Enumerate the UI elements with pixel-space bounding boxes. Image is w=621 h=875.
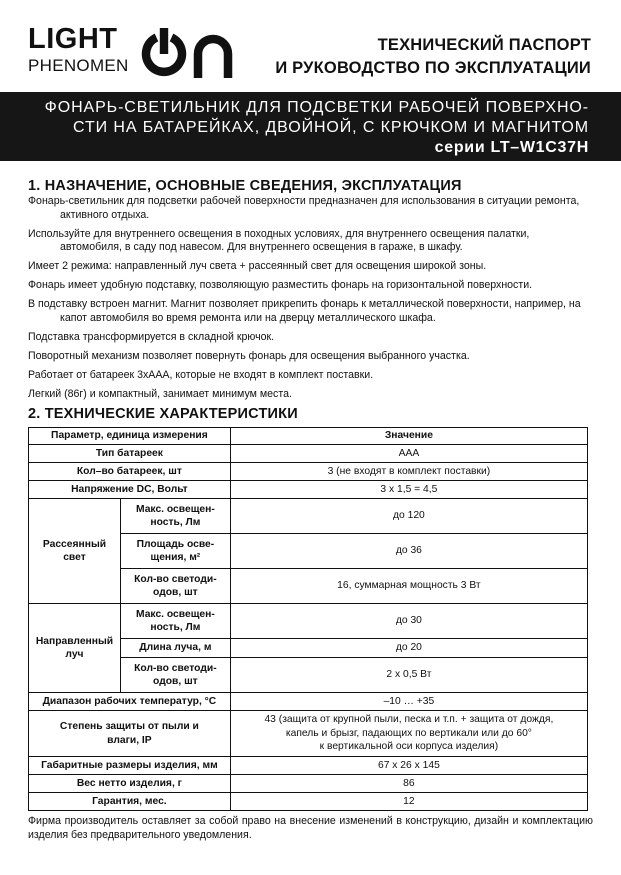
param-value: 86 — [230, 775, 587, 793]
document-title-line-2: И РУКОВОДСТВО ПО ЭКСПЛУАТАЦИИ — [275, 59, 591, 77]
table-row — [29, 757, 588, 775]
table-row — [29, 793, 588, 811]
param-value: –10 … +35 — [230, 693, 587, 711]
paragraph-modes: Имеет 2 режима: направленный луч света + рассеянный свет для освещения широкой зоны. — [28, 260, 487, 272]
param-label: Макс. освещен- ность, Лм — [120, 604, 230, 639]
param-value: до 120 — [230, 499, 587, 534]
param-label: Гарантия, мес. — [29, 793, 231, 811]
param-value: 2 x 0,5 Вт — [230, 658, 587, 693]
group-label-line: свет — [63, 552, 86, 563]
paragraph-usage: Используйте для внутреннего освещения в походных условиях, для внутреннего освещения палатки, автомобиля, в саду под навесом. Для внутреннего освещения в гараже, в шкафу. — [28, 227, 530, 253]
table-row — [29, 499, 588, 534]
product-banner — [0, 92, 621, 161]
param-label: Тип батареек — [29, 445, 231, 463]
param-label: Кол-во светоди- одов, шт — [120, 658, 230, 693]
param-value: до 36 — [230, 534, 587, 569]
section-1-title: 1. НАЗНАЧЕНИЕ, ОСНОВНЫЕ СВЕДЕНИЯ, ЭКСПЛУАТАЦИЯ — [28, 178, 462, 194]
group-label-line: Направленный — [35, 635, 114, 647]
paragraph-weight: Легкий (86г) и компактный, занимает минимум места. — [28, 387, 292, 400]
group-label-diffused — [29, 499, 121, 604]
document-title — [275, 34, 591, 80]
table-row — [29, 445, 588, 463]
param-value: 43 (защита от крупной пыли, песка и т.п. + защита от дождя, капель и брызг, падающих по вертикали или до 60° к вертикальной оси корпуса изделия) — [230, 711, 587, 757]
param-label: Степень защиты от пыли и влаги, IP — [29, 711, 231, 757]
param-value: 12 — [230, 793, 587, 811]
param-label: Напряжение DC, Вольт — [29, 481, 231, 499]
param-label: Макс. освещен- ность, Лм — [120, 499, 230, 534]
param-label: Диапазон рабочих температур, °С — [29, 693, 231, 711]
table-row — [29, 711, 588, 757]
param-label: Площадь осве- щения, м² — [120, 534, 230, 569]
param-value: 16, суммарная мощность 3 Вт — [230, 569, 587, 604]
param-label: Габаритные размеры изделия, мм — [29, 757, 231, 775]
document-body — [28, 178, 593, 853]
paragraph-magnet: В подставку встроен магнит. Магнит позволяет прикрепить фонарь к металлической поверхности, например, на капот автомобиля во время ремонта или на дверцу металлического шкафа. — [28, 298, 581, 324]
param-value: 67 x 26 x 145 — [230, 757, 587, 775]
section-2-title: 2. ТЕХНИЧЕСКИЕ ХАРАКТЕРИСТИКИ — [28, 406, 298, 422]
param-value: 3 (не входят в комплект поставки) — [230, 463, 587, 481]
param-value: 3 x 1,5 = 4,5 — [230, 481, 587, 499]
group-label-line: луч — [65, 649, 84, 660]
power-on-logo-icon — [140, 28, 236, 80]
param-label: Вес нетто изделия, г — [29, 775, 231, 793]
table-header-row — [29, 428, 588, 445]
specs-table — [28, 427, 588, 811]
table-row — [29, 775, 588, 793]
paragraph-stand: Фонарь имеет удобную подставку, позволяющую разместить фонарь на горизонтальной поверхности. — [28, 279, 533, 291]
table-row — [29, 463, 588, 481]
param-value: до 30 — [230, 604, 587, 639]
param-label: Кол–во батареек, шт — [29, 463, 231, 481]
param-label: Кол-во светоди- одов, шт — [120, 569, 230, 604]
product-name-line-1: ФОНАРЬ-СВЕТИЛЬНИК ДЛЯ ПОДСВЕТКИ РАБОЧЕЙ ПОВЕРХНО- — [44, 99, 589, 116]
paragraph-rotation: Поворотный механизм позволяет повернуть фонарь для освещения выбранного участка. — [28, 349, 470, 362]
logo-text-bottom: PHENOMEN — [28, 56, 129, 75]
product-series: серии LT–W1C37H — [434, 139, 589, 156]
product-name-line-2: СТИ НА БАТАРЕЙКАХ, ДВОЙНОЙ, С КРЮЧКОМ И МАГНИТОМ — [73, 119, 589, 136]
brand-logo — [28, 24, 238, 80]
header-parameter: Параметр, единица измерения — [29, 428, 231, 445]
paragraph-batteries: Работает от батареек 3хААА, которые не входят в комплект поставки. — [28, 368, 374, 381]
header-value: Значение — [230, 428, 587, 445]
logo-text-top: LIGHT — [28, 23, 118, 55]
table-row — [29, 481, 588, 499]
group-label-line: Рассеянный — [42, 538, 107, 550]
table-row — [29, 693, 588, 711]
paragraph-hook: Подставка трансформируется в складной крючок. — [28, 330, 275, 343]
paragraph-purpose: Фонарь-светильник для подсветки рабочей поверхности предназначен для использования в ситуации ремонта, активного отдыха. — [28, 195, 580, 221]
document-title-line-1: ТЕХНИЧЕСКИЙ ПАСПОРТ — [377, 36, 591, 54]
param-label: Длина луча, м — [120, 639, 230, 658]
document-header — [0, 0, 621, 92]
table-row — [29, 604, 588, 639]
param-value: ААА — [230, 445, 587, 463]
disclaimer-text: Фирма производитель оставляет за собой право на внесение изменений в конструкцию, дизайн и комплектацию изделия без предварительного уведомления. — [28, 815, 593, 841]
group-label-directed — [29, 604, 121, 693]
param-value: до 20 — [230, 639, 587, 658]
